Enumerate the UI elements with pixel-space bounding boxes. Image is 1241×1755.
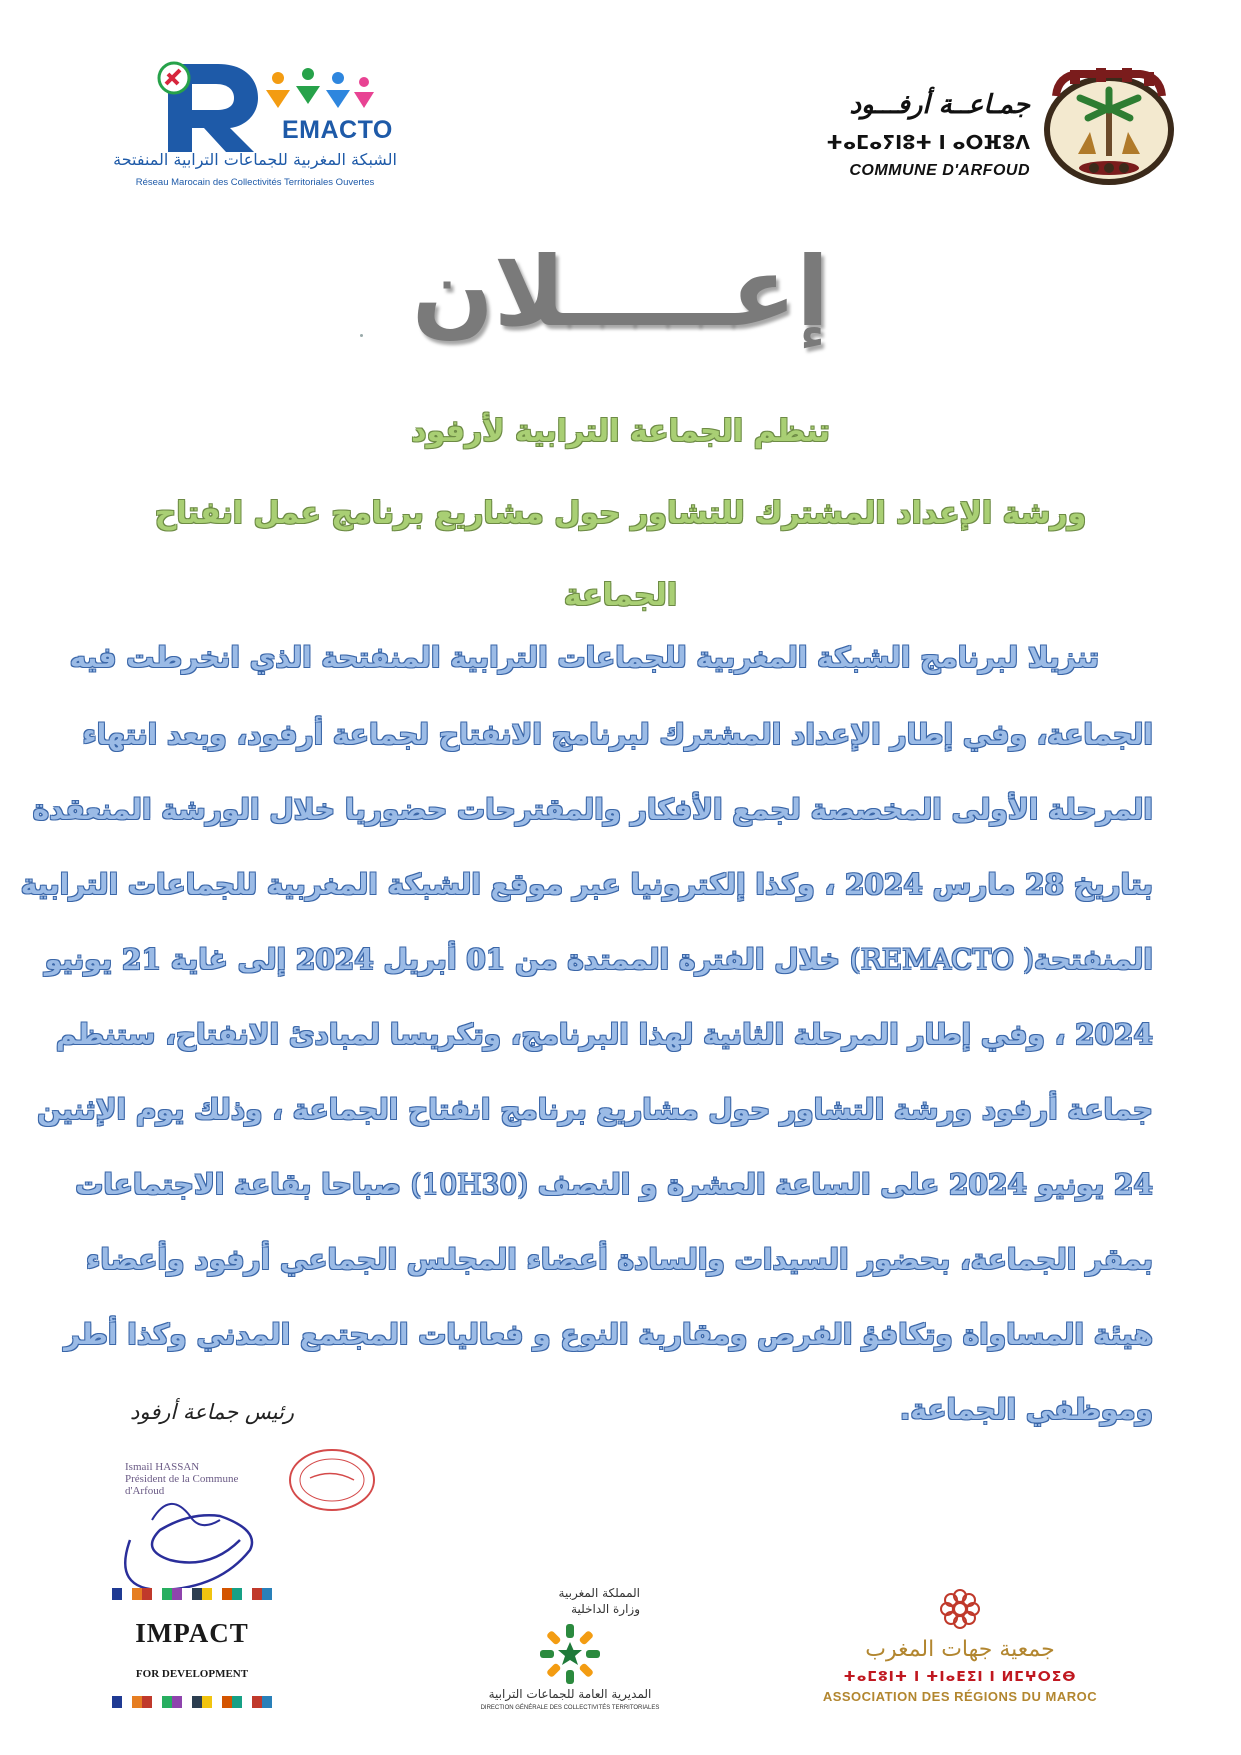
president-signature-block <box>100 1398 400 1608</box>
commune-emblem-icon <box>1038 68 1180 188</box>
announcement-title: إعـــــلان <box>411 236 830 348</box>
stamp-role: Président de la Commune <box>125 1473 239 1485</box>
remacto-acronym: (REMACTO ) <box>849 943 1034 976</box>
arm-name-tz: ⵜⴰⵎⵓⵏⵜ ⵏ ⵜⵏⴰⴹⵉⵏ ⵏ ⵍⵎⵖⵔⵉⴱ <box>843 1669 1077 1685</box>
date-day: 01 <box>466 943 506 976</box>
subtitle-line-3: الجماعة <box>563 578 678 613</box>
date-year: 2024 <box>1075 1018 1153 1051</box>
body-line-7: جماعة أرفود ورشة التشاور حول مشاريع برنامج انفتاح الجماعة ، وذلك يوم الإثنين <box>37 1093 1153 1126</box>
body-text-span: أبريل <box>383 943 457 976</box>
signature-stamp-icon <box>100 1420 400 1610</box>
body-text-span: يونيو <box>1036 1168 1105 1201</box>
meeting-time: (10H30) <box>410 1168 529 1201</box>
remacto-wordmark: EMACTO <box>282 116 393 144</box>
body-text-span: بتاريخ <box>1073 868 1153 901</box>
body-text-span: ، وفي إطار المرحلة الثانية لهذا البرنامج، وتكريسا لمبادئ الانفتاح، ستنظم <box>55 1018 1066 1051</box>
body-line-6 <box>55 1018 1153 1051</box>
remacto-people-icon <box>258 68 378 118</box>
commune-arfoud-logo <box>780 68 1180 193</box>
body-text-span: على الساعة العشرة و النصف <box>537 1168 940 1201</box>
association-regions-maroc-logo <box>820 1585 1100 1725</box>
arm-rosette-icon <box>936 1585 984 1633</box>
kingdom-name: المملكة المغربية <box>558 1586 640 1600</box>
subtitle-line-2: ورشة الإعداد المشترك للتشاور حول مشاريع برنامج عمل انفتاح <box>154 496 1087 531</box>
stamp-text <box>125 1461 238 1497</box>
dgct-star-emblem-icon <box>534 1623 606 1685</box>
body-text-span: صباحا بقاعة الاجتماعات <box>75 1168 401 1201</box>
arm-name-ar: جمعية جهات المغرب <box>865 1637 1055 1662</box>
impact-for-development-logo <box>112 1588 272 1710</box>
body-line-9: بمقر الجماعة، بحضور السيدات والسادة أعضاء المجلس الجماعي أرفود وأعضاء <box>86 1243 1153 1276</box>
dgct-name-fr: DIRECTION GÉNÉRALE DES COLLECTIVITÉS TERRITORIALES <box>480 1705 660 1711</box>
body-line-3: المرحلة الأولى المخصصة لجمع الأفكار والمقترحات حضوريا خلال الورشة المنعقدة <box>32 793 1153 826</box>
arm-name-fr: ASSOCIATION DES RÉGIONS DU MAROC <box>822 1689 1098 1704</box>
body-line-8 <box>75 1168 1153 1201</box>
stamp-place: d'Arfoud <box>125 1485 165 1497</box>
signature-title: رئيس جماعة أرفود <box>130 1400 294 1424</box>
title-dot-divider <box>360 334 363 337</box>
impact-subtitle: FOR DEVELOPMENT <box>135 1668 249 1680</box>
date-day: 24 <box>1114 1168 1153 1201</box>
body-text-span: ، وكذا إلكترونيا عبر موقع الشبكة المغربية للجماعات الترابية <box>20 868 836 901</box>
impact-stripe-bottom <box>112 1696 272 1708</box>
body-line-11: وموظفي الجماعة. <box>899 1393 1153 1426</box>
body-text-span: يونيو <box>44 943 113 976</box>
date-day: 28 <box>1025 868 1064 901</box>
date-year: 2024 <box>949 1168 1027 1201</box>
dgct-ministry-logo <box>460 1585 680 1725</box>
remacto-logo <box>110 48 400 198</box>
date-day: 21 <box>122 943 161 976</box>
body-line-2: الجماعة، وفي إطار الإعداد المشترك لبرنامج الانفتاح لجماعة أرفود، وبعد انتهاء <box>82 718 1153 751</box>
subtitle-line-1: تنظم الجماعة الترابية لأرفود <box>411 414 830 449</box>
remacto-name-ar: الشبكة المغربية للجماعات الترابية المنفتحة <box>113 150 397 169</box>
impact-wordmark: IMPACT <box>135 1618 249 1648</box>
body-line-4 <box>20 868 1153 901</box>
dgct-name-ar: المديرية العامة للجماعات الترابية <box>488 1687 652 1701</box>
body-text-span: إلى غاية <box>170 943 287 976</box>
body-line-10: هيئة المساواة وتكافؤ الفرص ومقاربة النوع و فعاليات المجتمع المدني وكذا أطر <box>64 1318 1153 1351</box>
remacto-name-fr: Réseau Marocain des Collectivités Territoriales Ouvertes <box>135 177 375 188</box>
commune-name-ar: جمـاعــة أرفـــود <box>849 90 1030 120</box>
body-line-5 <box>44 943 1153 976</box>
ministry-name: وزارة الداخلية <box>571 1602 640 1616</box>
body-text-span: المنفتحة <box>1033 943 1153 976</box>
ministry-header-ar <box>520 1585 640 1617</box>
body-line-1: تنزيلا لبرنامج الشبكة المغربية للجماعات الترابية المنفتحة الذي انخرطت فيه <box>69 641 1099 674</box>
commune-name-tz: ⵜⴰⵎⴰⵢⵏⵓⵜ ⵏ ⴰⵔⴼⵓⴷ <box>826 132 1030 154</box>
impact-stripe-top <box>112 1588 272 1600</box>
commune-name-fr: COMMUNE D'ARFOUD <box>849 162 1030 179</box>
date-year: 2024 <box>844 868 923 901</box>
date-year: 2024 <box>295 943 374 976</box>
stamp-president-name: Ismail HASSAN <box>125 1461 200 1473</box>
remacto-r-icon <box>150 56 270 152</box>
body-text-span: مارس <box>932 868 1016 901</box>
body-text-span: خلال الفترة الممتدة من <box>515 943 840 976</box>
